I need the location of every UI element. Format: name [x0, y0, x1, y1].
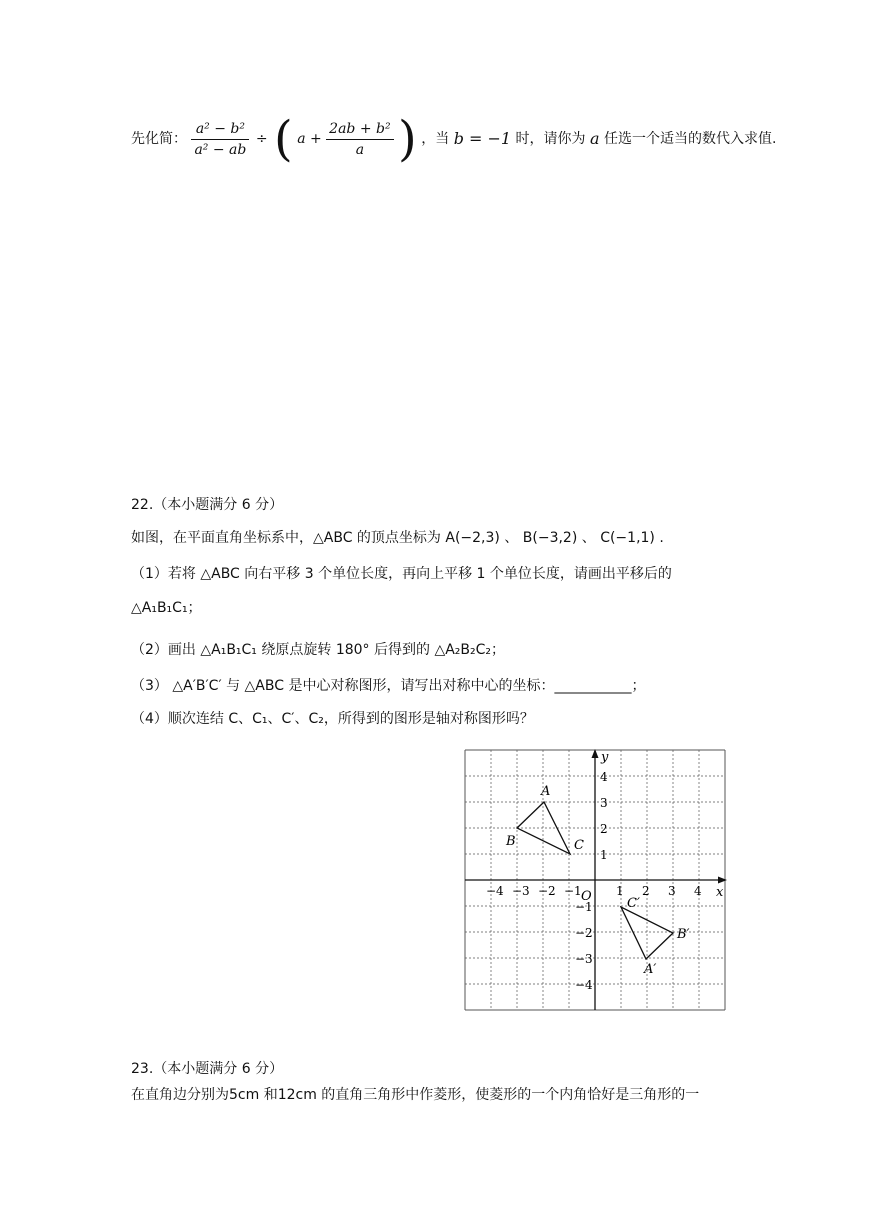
figure-axes: [465, 749, 727, 1010]
x-tick-label: 2: [642, 884, 650, 898]
y-tick-label: 3: [600, 796, 608, 810]
q21-right-paren: ): [398, 111, 417, 167]
q23-text: 在直角边分别为5cm 和12cm 的直角三角形中作菱形，使菱形的一个内角恰好是三角形的一: [131, 1087, 700, 1103]
label-A: A: [541, 784, 551, 799]
y-tick-label: 1: [600, 848, 608, 862]
y-axis-label: y: [601, 750, 609, 765]
q21-paren-a: a +: [297, 131, 322, 147]
coordinate-figure: [463, 748, 729, 1014]
x-axis-label: x: [716, 885, 724, 900]
origin-label: O: [581, 889, 592, 904]
x-tick-label: 3: [668, 884, 676, 898]
q21-condition: b = −1: [453, 129, 512, 148]
x-tick-label: −3: [512, 884, 530, 898]
q21-fraction-1: [191, 119, 249, 160]
q22-part-1-line-2: △A₁B₁C₁；: [131, 600, 202, 616]
x-tick-label: −1: [564, 884, 582, 898]
x-tick-label: 4: [694, 884, 702, 898]
q21-divide-sign: ÷: [255, 131, 268, 147]
q22-header: 22.（本小题满分 6 分）: [131, 497, 284, 513]
q21-tail-2: 时，请你为: [515, 131, 586, 147]
x-tick-label: −4: [486, 884, 504, 898]
y-tick-label: −1: [575, 900, 593, 914]
q22-part-1-line-1: （1）若将 △ABC 向右平移 3 个单位长度，再向上平移 1 个单位长度，请画出平移后的: [131, 566, 672, 582]
q23-header: 23.（本小题满分 6 分）: [131, 1061, 284, 1077]
q21-left-paren: (: [274, 111, 293, 167]
q21-prefix: 先化简：: [131, 131, 187, 147]
q21-fraction-2: [326, 119, 393, 160]
q21-fraction-2-numerator: 2ab + b²: [326, 119, 393, 140]
x-tick-labels: [486, 884, 702, 898]
y-tick-label: −3: [575, 952, 593, 966]
y-tick-label: −4: [575, 978, 593, 992]
x-tick-label: 1: [616, 884, 624, 898]
q21-fraction-2-denominator: a: [355, 141, 365, 158]
q21-var-a: a: [590, 129, 600, 148]
y-tick-label: −2: [575, 926, 593, 940]
q22-part-4: （4）顺次连结 C、C₁、C′、C₂，所得到的图形是轴对称图形吗？: [131, 711, 534, 727]
label-A-prime: A′: [644, 962, 657, 977]
q22-intro: 如图，在平面直角坐标系中，△ABC 的顶点坐标为 A(−2,3) 、 B(−3,2) 、 C(−1,1) .: [131, 530, 664, 546]
x-axis-arrow: [718, 877, 727, 884]
x-tick-label: −2: [538, 884, 556, 898]
q22-part-3: （3） △A′B′C′ 与 △ABC 是中心对称图形，请写出对称中心的坐标：___________；: [131, 678, 646, 694]
y-tick-label: 2: [600, 822, 608, 836]
q21-line: [131, 111, 777, 167]
label-C: C: [574, 838, 584, 853]
q22-part-2: （2）画出 △A₁B₁C₁ 绕原点旋转 180° 后得到的 △A₂B₂C₂；: [131, 642, 506, 658]
label-B-prime: B′: [677, 927, 690, 942]
y-tick-label: 4: [600, 770, 608, 784]
label-B: B: [506, 834, 516, 849]
q21-fraction-1-numerator: a² − b²: [191, 119, 249, 140]
q21-tail-1: ，当: [421, 131, 450, 147]
q21-tail-3: 任选一个适当的数代入求值.: [604, 131, 777, 147]
q21-fraction-1-denominator: a² − ab: [194, 141, 247, 158]
label-C-prime: C′: [627, 896, 640, 911]
y-tick-labels: [575, 770, 608, 992]
